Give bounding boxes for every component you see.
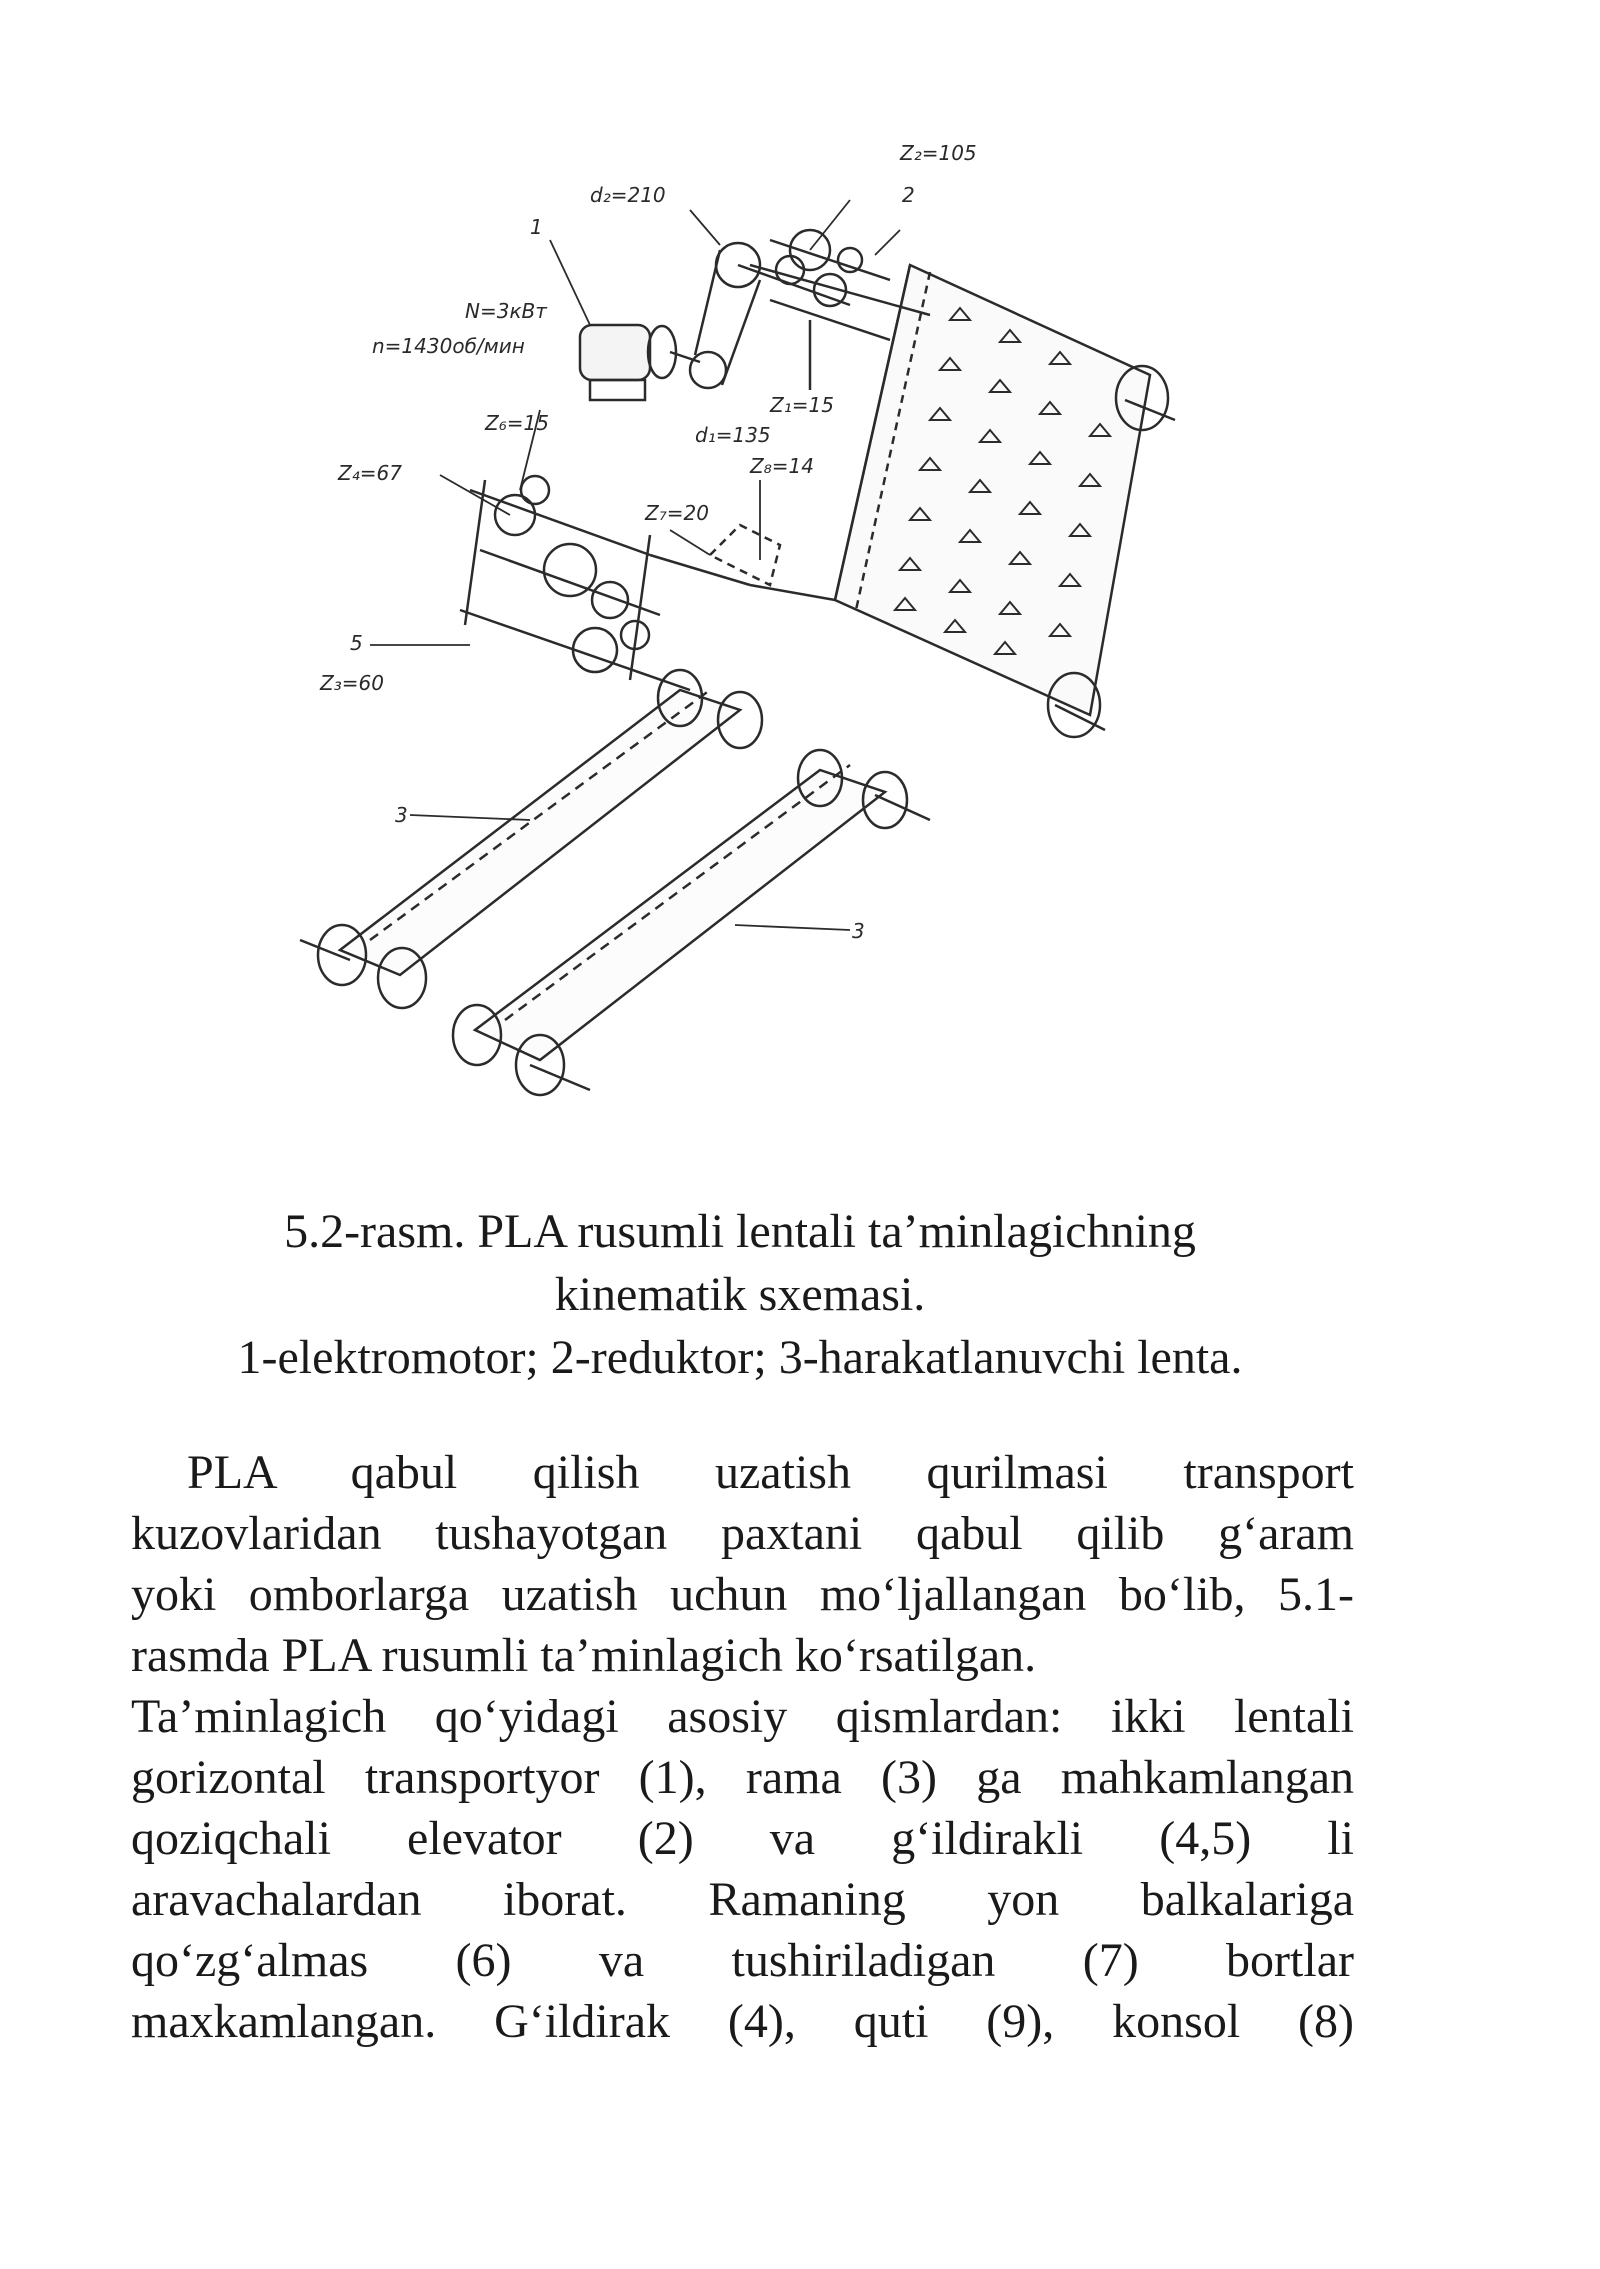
figure-caption [130,1200,1350,1389]
label-1: 1 [530,215,543,239]
kinematic-diagram-figure [290,130,1250,1130]
label-z3: Z₃=60 [320,671,384,695]
body-line: kuzovlaridan tushayotgan paxtani qabul qilib g‘aram [131,1507,1354,1560]
label-d1: d₁=135 [695,423,771,447]
kinematic-diagram [290,130,1250,1130]
label-d2: d₂=210 [590,183,666,207]
label-z4: Z₄=67 [338,461,402,485]
motor-drive [580,230,930,400]
body-line: qo‘zg‘almas (6) va tushiriladigan (7) bortlar [131,1934,1354,1987]
caption-legend: 1-elektromotor; 2-reduktor; 3-harakatlanuvchi lenta. [237,1331,1243,1384]
label-power: N=3кВт [465,299,547,323]
twin-belt-conveyor [300,670,930,1095]
bucket-elevator [835,265,1175,737]
label-z1: Z₁=15 [770,393,834,417]
body-line: rasmda PLA rusumli ta’minlagich ko‘rsatilgan. [131,1629,1037,1682]
body-line: Ta’minlagich qo‘yidagi asosiy qismlardan: ikki lentali [131,1690,1354,1743]
caption-title: 5.2-rasm. PLA rusumli lentali ta’minlagichning [284,1205,1196,1258]
caption-subtitle: kinematik sxemasi. [554,1268,926,1321]
label-z8: Z₈=14 [750,454,814,478]
label-z2: Z₂=105 [900,141,977,165]
label-5: 5 [350,631,363,655]
body-paragraph [131,1442,1354,2052]
label-2: 2 [902,183,915,207]
label-z7: Z₇=20 [645,501,709,525]
body-line: qoziqchali elevator (2) va g‘ildirakli (4,5) li [131,1812,1354,1865]
body-line: PLA qabul qilish uzatish qurilmasi transport [187,1446,1354,1499]
label-speed: n=1430об/мин [372,334,525,358]
body-line: maxkamlangan. G‘ildirak (4), quti (9), konsol (8) [131,1995,1354,2048]
body-line: yoki omborlarga uzatish uchun mo‘ljallangan bo‘lib, 5.1- [131,1568,1354,1621]
label-3b: 3 [852,919,865,943]
label-z6: Z₆=15 [485,411,549,435]
label-3a: 3 [395,803,408,827]
body-line: gorizontal transportyor (1), rama (3) ga mahkamlangan [131,1751,1354,1804]
body-line: aravachalardan iborat. Ramaning yon balkalariga [131,1873,1354,1926]
